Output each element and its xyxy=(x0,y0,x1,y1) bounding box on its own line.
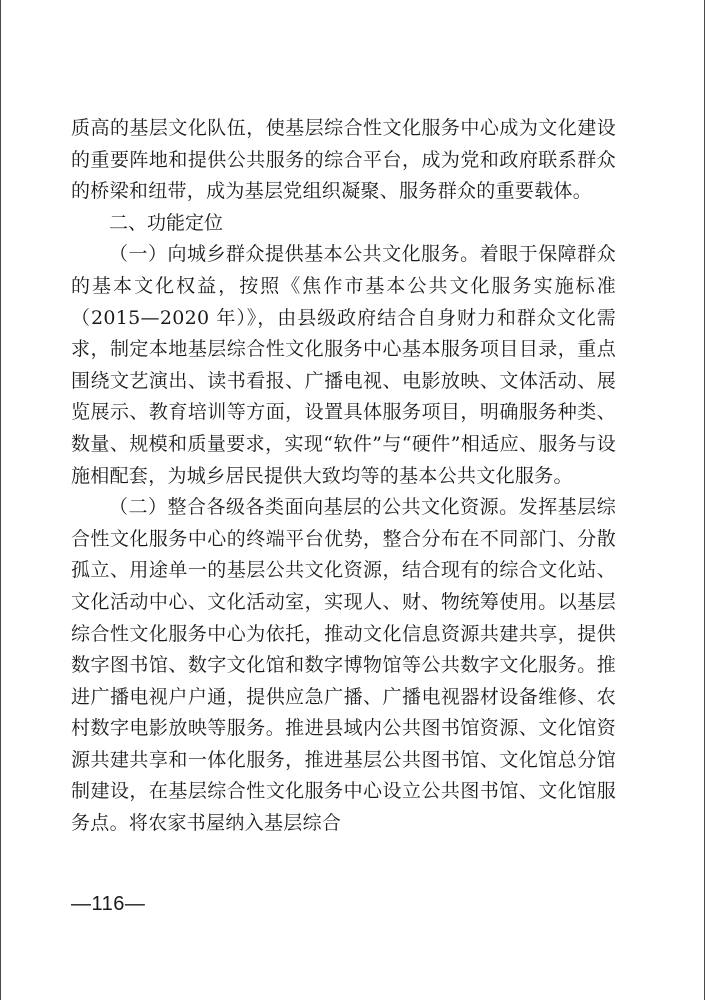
section-heading: 二、功能定位 xyxy=(109,211,224,234)
page-number: —116— xyxy=(71,893,146,915)
body-text xyxy=(71,113,616,840)
paragraph-function-2: （二）整合各级各类面向基层的公共文化资源。发挥基层综合性文化服务中心的终端平台优势，整合分布在不同部门、分散孤立、用途单一的基层公共文化资源，结合现有的综合文化站、文化活动中心、文化活动室，实现人、财、物统筹使用。以基层综合性文化服务中心为依托，推动文化信息资源共建共享，提供数字图书馆、数字文化馆和数字博物馆等公共数字文化服务。推进广播电视户户通，提供应急广播、广播电视器材设备维修、农村数字电影放映等服务。推进县域内公共图书馆资源、文化馆资源共建共享和一体化服务，推进基层公共图书馆、文化馆总分馆制建设，在基层综合性文化服务中心设立公共图书馆、文化馆服务点。将农家书屋纳入基层综合 xyxy=(71,496,616,835)
paragraph-continued: 质高的基层文化队伍，使基层综合性文化服务中心成为文化建设的重要阵地和提供公共服务的综合平台，成为党和政府联系群众的桥梁和纽带，成为基层党组织凝聚、服务群众的重要载体。 xyxy=(71,117,616,203)
paragraph-function-1: （一）向城乡群众提供基本公共文化服务。着眼于保障群众的基本文化权益，按照《焦作市基本公共文化服务实施标准（2015—2020 年）》，由县级政府结合自身财力和群众文化需求，制定本地基层综合性文化服务中心基本服务项目目录，重点围绕文艺演出、读书看报、广播电视、电影放映、文体活动、展览展示、教育培训等方面，设置具体服务项目，明确服务种类、数量、规模和质量要求，实现“软件”与“硬件”相适应、服务与设施相配套，为城乡居民提供大致均等的基本公共文化服务。 xyxy=(71,243,616,487)
